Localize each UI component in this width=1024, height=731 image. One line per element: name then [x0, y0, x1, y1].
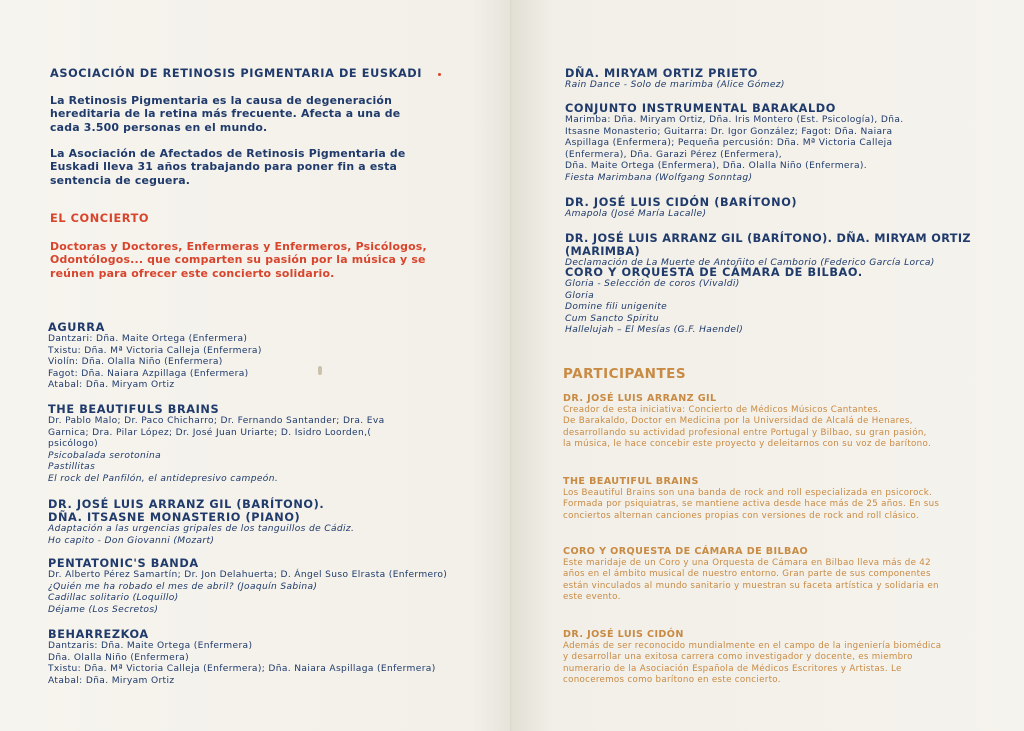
song-line: Fiesta Marimbana (Wolfgang Sonntag) [565, 172, 753, 183]
section-title: PENTATONIC'S BANDA [48, 557, 199, 570]
section-title: DR. JOSÉ LUIS ARRANZ GIL (BARÍTONO). [48, 498, 325, 511]
song-line: Hallelujah – El Mesías (G.F. Haendel) [565, 325, 744, 336]
song-line: Declamación de La Muerte de Antoñito el Camborio (Federico García Lorca) [565, 258, 935, 268]
program-cidon [565, 196, 797, 221]
program-beharrezkoa [48, 628, 436, 687]
song-line: Ho capito - Don Giovanni (Mozart) [48, 535, 215, 546]
paragraph-line: Euskadi lleva 31 años trabajando para poner fin a esta [50, 160, 398, 174]
song-line: ¿Quién me ha robado el mes de abril? (Joaquín Sabina) [48, 581, 318, 592]
bio-line: Además de ser reconocido mundialmente en el campo de la ingeniería biomédica [563, 641, 942, 651]
section-title: DR. JOSÉ LUIS CIDÓN (BARÍTONO) [565, 196, 798, 209]
performer-line: Dantzari: Dña. Maite Ortega (Enfermera) [48, 334, 248, 344]
section-title: BEHARREZKOA [48, 628, 149, 641]
program-arranz-miryam [565, 232, 1024, 270]
song-line: Pastillitas [48, 462, 96, 473]
paragraph-line: La Retinosis Pigmentaria es la causa de degeneración [50, 94, 393, 107]
performer-line: Txistu: Dña. Mª Victoria Calleja (Enfermera) [48, 345, 262, 356]
song-line: Cadillac solitario (Loquillo) [48, 593, 179, 604]
participant-cidon [563, 629, 941, 686]
bio-line: De Barakaldo, Doctor en Medicina por la Universidad de Alcalá de Henares, [563, 416, 913, 427]
participant-brains [563, 476, 939, 522]
performer-line: Fagot: Dña. Naiara Azpillaga (Enfermera) [48, 368, 249, 379]
paper-stain [318, 366, 322, 375]
bio-line: este evento. [563, 591, 621, 602]
performer-line: (Enfermera), Dña. Garazi Pérez (Enfermera), [565, 149, 783, 160]
paragraph-line: sentencia de ceguera. [50, 173, 191, 187]
performer-line: Violín: Dña. Olalla Niño (Enfermera) [48, 357, 223, 368]
performer-line: Dr. Alberto Pérez Samartín; Dr. Jon Delahuerta; D. Ángel Suso Elrasta (Enfermero) [48, 570, 448, 580]
performer-line: Atabal: Dña. Miryam Ortiz [48, 675, 175, 686]
song-line: Psicobalada serotonina [48, 450, 162, 461]
bio-line: desarrollando su actividad profesional entre Portugal y Bilbao, su gran pasión, [563, 427, 927, 438]
bio-line: conoceremos como barítono en este concierto. [563, 674, 781, 685]
performer-line: Dantzaris: Dña. Maite Ortega (Enfermera) [48, 641, 253, 651]
section-title: AGURRA [48, 321, 105, 334]
red-dot-ornament [438, 73, 441, 76]
song-line: Déjame (Los Secretos) [48, 604, 159, 615]
concert-paragraph [50, 240, 427, 280]
bio-line: y desarrollar una exitosa carrera como investigador y docente, es miembro [563, 652, 913, 663]
bio-line: están vinculados al mundo sanitario y muestran su faceta artística y solidaria en [563, 580, 939, 591]
song-line: Amapola (José María Lacalle) [565, 209, 707, 219]
performer-line: Aspillaga (Enfermera); Pequeña percusión: Dña. Mª Victoria Calleja [565, 138, 893, 149]
program-conjunto [565, 102, 904, 185]
performer-line: Dña. Maite Ortega (Enfermera), Dña. Olalla Niño (Enfermera). [565, 161, 868, 172]
section-title: CONJUNTO INSTRUMENTAL BARAKALDO [565, 102, 836, 115]
performer-line: Garnica; Dra. Pilar López; Dr. José Juan Uriarte; D. Isidro Loorden,( [48, 427, 372, 438]
bio-line: Este maridaje de un Coro y una Orquesta de Cámara en Bilbao lleva más de 42 [563, 558, 931, 568]
performer-line: psicólogo) [48, 439, 99, 450]
performer-line: Itsasne Monasterio; Guitarra: Dr. Igor González; Fagot: Dña. Naiara [565, 126, 893, 137]
association-section [50, 67, 422, 80]
program-beautiful-brains [48, 403, 385, 486]
performer-line: Dr. Pablo Malo; Dr. Paco Chicharro; Dr. Fernando Santander; Dra. Eva [48, 416, 385, 426]
participant-name: THE BEAUTIFUL BRAINS [563, 476, 699, 487]
bio-line: Formada por psiquiatras, se mantiene activa desde hace más de 25 años. En sus [563, 499, 940, 510]
paragraph-line: La Asociación de Afectados de Retinosis Pigmentaria de [50, 147, 406, 160]
performer-line: Dña. Olalla Niño (Enfermera) [48, 652, 189, 663]
participant-name: DR. JOSÉ LUIS CIDÓN [563, 629, 684, 640]
program-agurra [48, 321, 262, 392]
song-line: Gloria [565, 290, 595, 301]
section-title: CORO Y ORQUESTA DE CÁMARA DE BILBAO. [565, 266, 863, 279]
program-arranz-monasterio [48, 498, 354, 547]
concert-section [50, 212, 149, 225]
performer-line: Atabal: Dña. Miryam Ortiz [48, 380, 175, 391]
performer-line: Txistu: Dña. Mª Victoria Calleja (Enfermera); Dña. Naiara Aspillaga (Enfermera) [48, 664, 436, 675]
paragraph-line: Doctoras y Doctores, Enfermeras y Enfermeros, Psicólogos, [50, 240, 427, 253]
performer-line: Marimba: Dña. Miryam Ortiz, Dña. Iris Montero (Est. Psicología), Dña. [565, 115, 904, 125]
participants-title: PARTICIPANTES [563, 366, 687, 382]
song-line: Gloria - Selección de coros (Vivaldi) [565, 279, 740, 289]
participant-name: CORO Y ORQUESTA DE CÁMARA DE BILBAO [563, 546, 809, 557]
bio-line: años en el ámbito musical de nuestro entorno. Gran parte de sus componentes [563, 569, 931, 580]
association-paragraph-2 [50, 147, 406, 187]
program-coro [565, 266, 863, 337]
bio-line: la música, le hace concebir este proyecto y deleitarnos con su voz de barítono. [563, 438, 931, 449]
association-title: ASOCIACIÓN DE RETINOSIS PIGMENTARIA DE EUSKADI [50, 67, 423, 80]
right-page [512, 0, 1024, 731]
participants-section [563, 366, 686, 382]
song-line: Cum Sancto Spiritu [565, 313, 659, 324]
paragraph-line: reúnen para ofrecer este concierto solidario. [50, 266, 335, 280]
bio-line: numerario de la Asociación Española de Médicos Escritores y Artistas. Le [563, 663, 902, 674]
section-title: DR. JOSÉ LUIS ARRANZ GIL (BARÍTONO). DÑA. MIRYAM ORTIZ (MARIMBA) [565, 232, 971, 258]
program-miryam [565, 67, 785, 92]
song-line: El rock del Panfilón, el antidepresivo campeón. [48, 473, 279, 484]
section-title: DÑA. ITSASNE MONASTERIO (PIANO) [48, 511, 301, 524]
participant-coro [563, 546, 939, 603]
bio-line: Los Beautiful Brains son una banda de rock and roll especializada en psicorock. [563, 488, 933, 498]
participant-arranz [563, 393, 931, 450]
program-pentatonic [48, 557, 447, 616]
concert-title: EL CONCIERTO [50, 212, 150, 225]
section-title: DÑA. MIRYAM ORTIZ PRIETO [565, 67, 758, 80]
bio-line: Creador de esta iniciativa: Concierto de Médicos Músicos Cantantes. [563, 405, 881, 415]
paragraph-line: cada 3.500 personas en el mundo. [50, 120, 268, 134]
participant-name: DR. JOSÉ LUIS ARRANZ GIL [563, 393, 717, 404]
song-line: Rain Dance - Solo de marimba (Alice Gómez) [565, 80, 785, 90]
section-title: THE BEAUTIFULS BRAINS [48, 403, 220, 416]
song-line: Adaptación a las urgencias gripales de los tanguillos de Cádiz. [48, 524, 355, 534]
song-line: Domine fili unigenite [565, 302, 668, 313]
paragraph-line: hereditaria de la retina más frecuente. Afecta a una de [50, 107, 401, 121]
bio-line: conciertos alternan canciones propias con versiones de rock and roll clásico. [563, 510, 920, 521]
paragraph-line: Odontólogos... que comparten su pasión por la música y se [50, 253, 426, 267]
association-paragraph-1 [50, 94, 400, 134]
